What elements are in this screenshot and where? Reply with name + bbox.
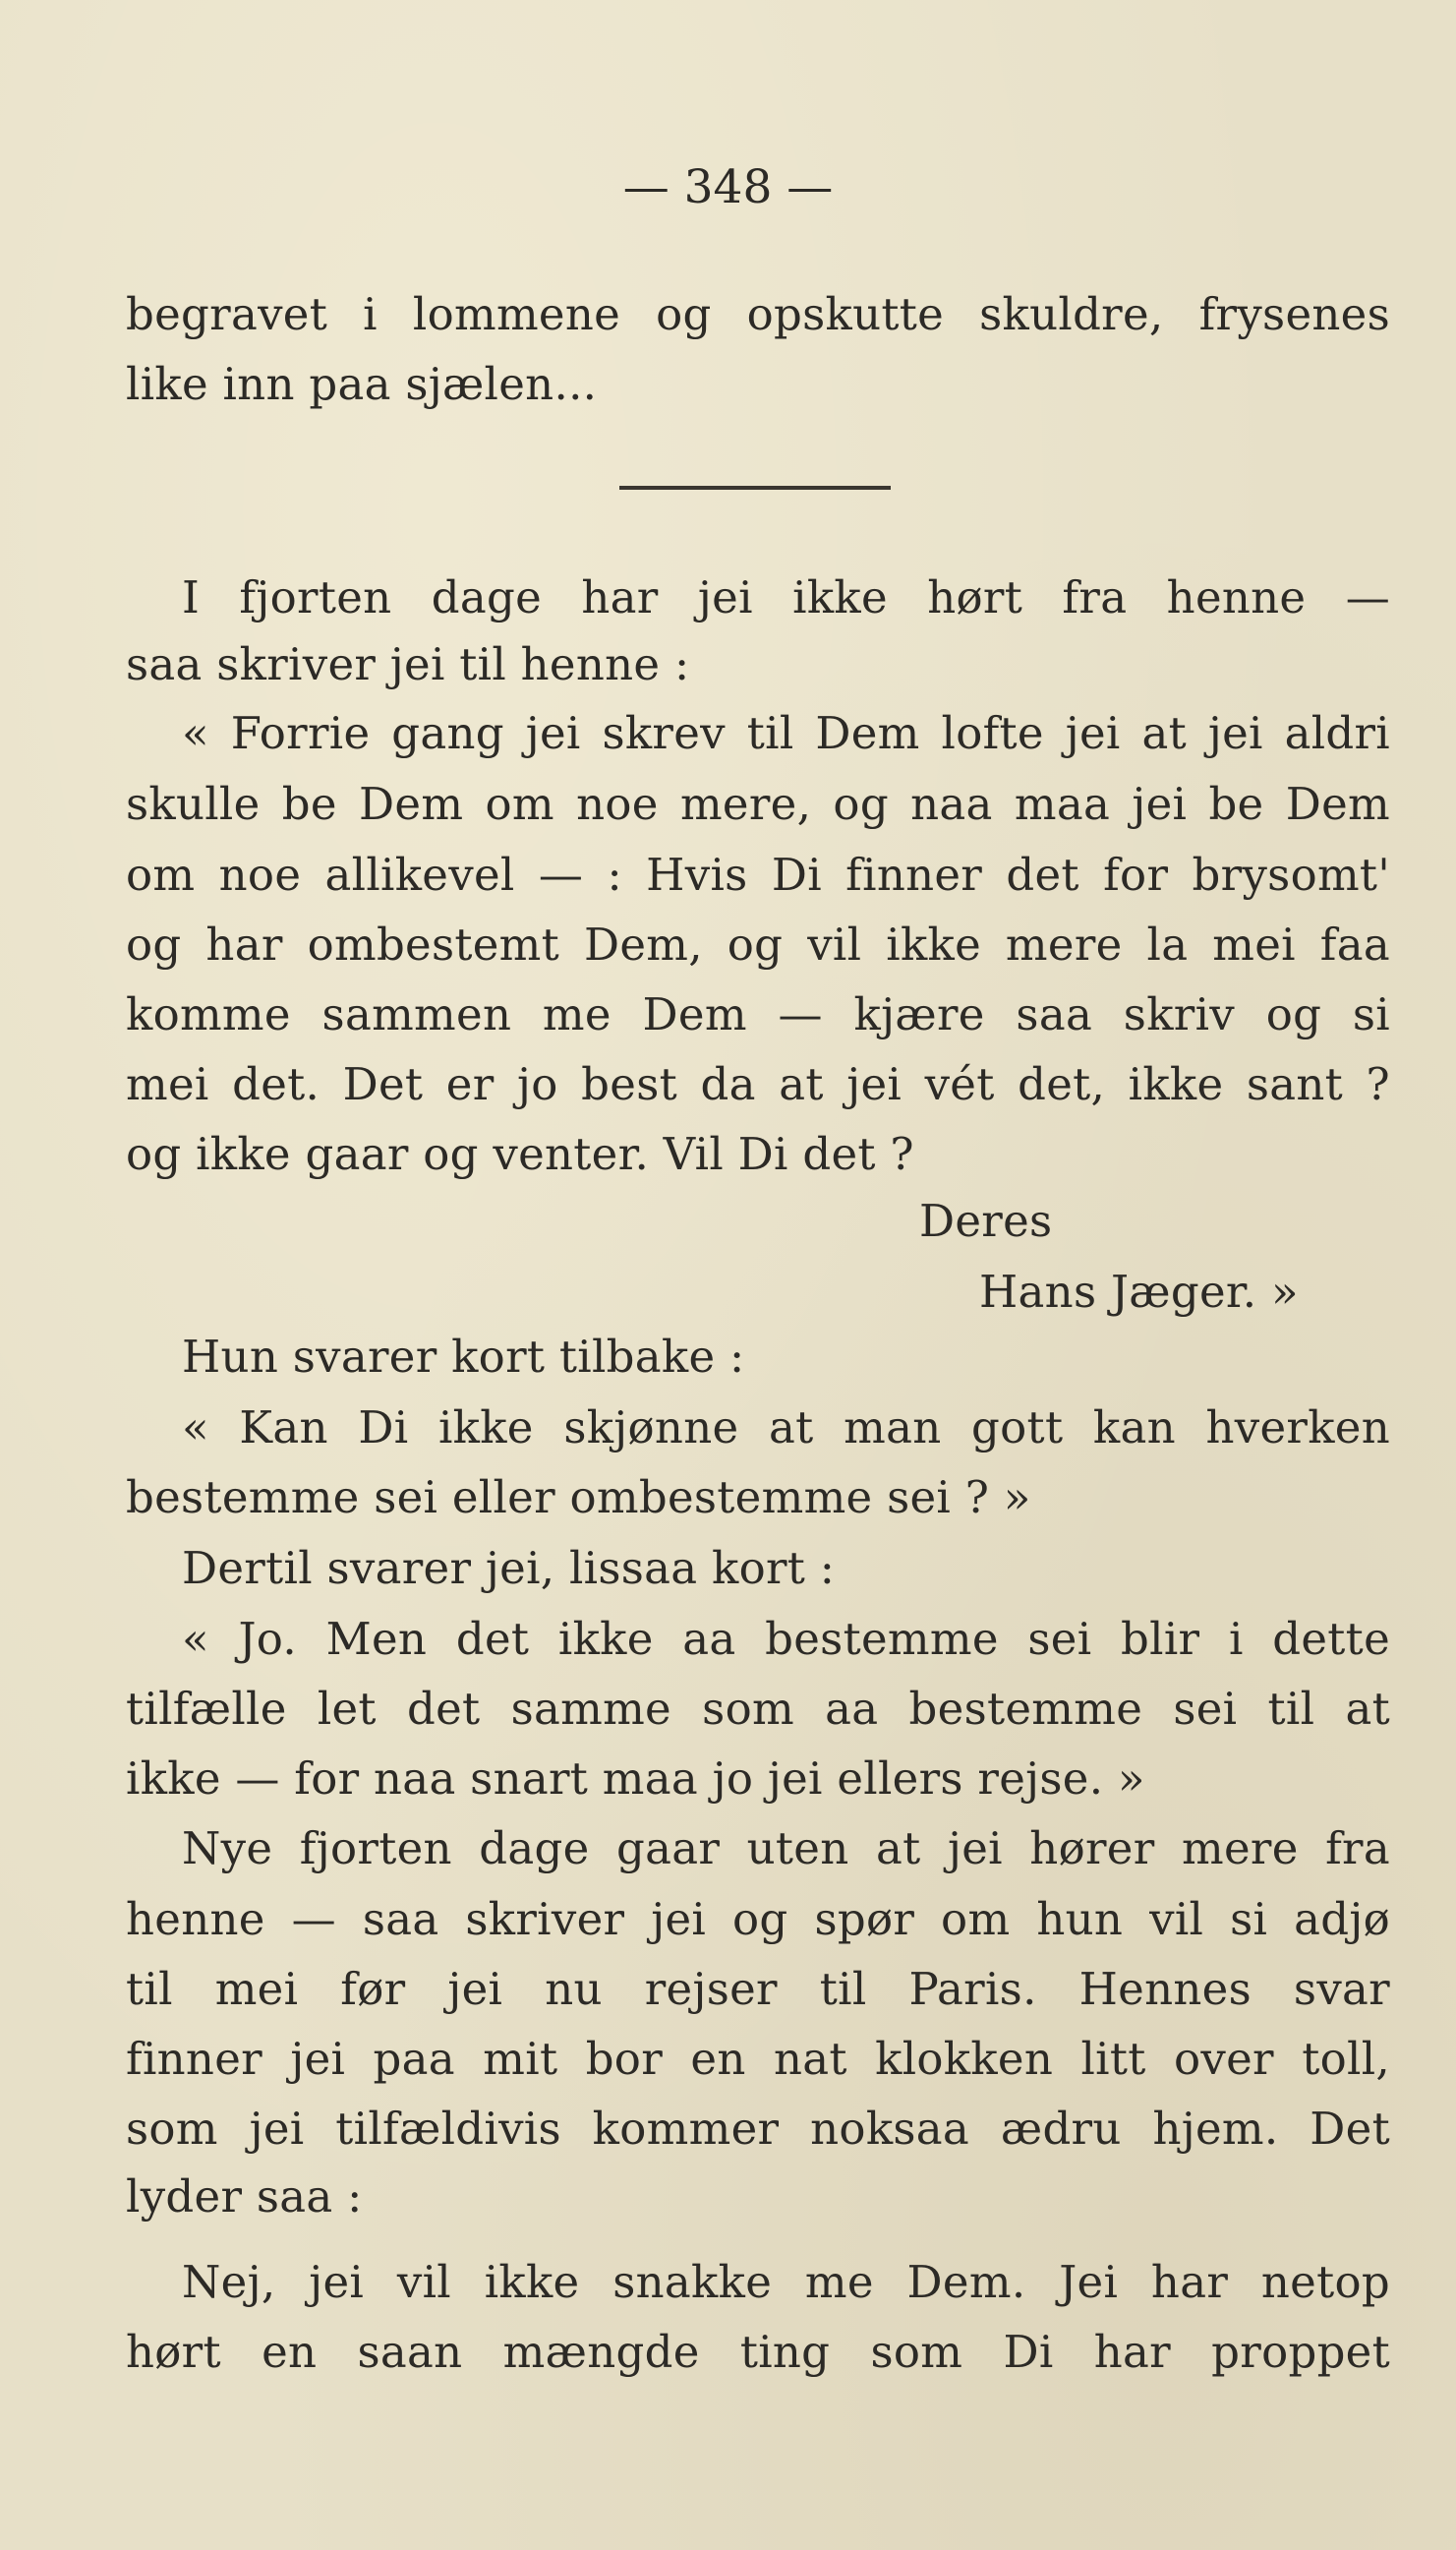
- text-line: begravet i lommene og opskutte skuldre, frysenes: [126, 288, 1390, 340]
- text-line: finner jei paa mit bor en nat klokken litt over toll,: [126, 2033, 1390, 2085]
- text-line: og ikke gaar og venter. Vil Di det ?: [126, 1128, 914, 1180]
- text-line: komme sammen me Dem — kjære saa skriv og si: [126, 988, 1390, 1040]
- text-line: Nej, jei vil ikke snakke me Dem. Jei har netop: [182, 2256, 1390, 2308]
- text-line: « Kan Di ikke skjønne at man gott kan hverken: [182, 1401, 1390, 1453]
- text-line: skulle be Dem om noe mere, og naa maa jei be Dem: [126, 778, 1390, 830]
- text-line: til mei før jei nu rejser til Paris. Hennes svar: [126, 1963, 1390, 2015]
- text-line: I fjorten dage har jei ikke hørt fra henne —: [182, 571, 1390, 623]
- text-line: mei det. Det er jo best da at jei vét det, ikke sant ?: [126, 1058, 1390, 1110]
- text-line: henne — saa skriver jei og spør om hun vil si adjø: [126, 1893, 1390, 1945]
- text-line: ikke — for naa snart maa jo jei ellers rejse. »: [126, 1752, 1145, 1805]
- signature-line: Hans Jæger. »: [979, 1266, 1299, 1318]
- section-divider: [619, 486, 891, 490]
- text-line: tilfælle let det samme som aa bestemme sei til at: [126, 1683, 1390, 1735]
- text-line: Dertil svarer jei, lissaa kort :: [182, 1542, 836, 1594]
- text-line: bestemme sei eller ombestemme sei ? »: [126, 1471, 1031, 1523]
- text-line: om noe allikevel — : Hvis Di finner det for brysomt': [126, 849, 1390, 901]
- text-line: hørt en saan mængde ting som Di har proppet: [126, 2326, 1390, 2378]
- text-line: « Forrie gang jei skrev til Dem lofte jei at jei aldri: [182, 707, 1390, 759]
- page-number: — 348 —: [622, 160, 834, 214]
- text-line: og har ombestemt Dem, og vil ikke mere la mei faa: [126, 919, 1390, 971]
- text-line: Nye fjorten dage gaar uten at jei hører mere fra: [182, 1822, 1390, 1874]
- text-line: lyder saa :: [126, 2170, 363, 2223]
- text-line: som jei tilfældivis kommer noksaa ædru hjem. Det: [126, 2103, 1390, 2155]
- closing-line: Deres: [919, 1195, 1053, 1247]
- text-line: « Jo. Men det ikke aa bestemme sei blir i dette: [182, 1613, 1390, 1665]
- text-line: saa skriver jei til henne :: [126, 638, 690, 690]
- text-line: like inn paa sjælen...: [126, 358, 598, 410]
- text-line: Hun svarer kort tilbake :: [182, 1331, 745, 1383]
